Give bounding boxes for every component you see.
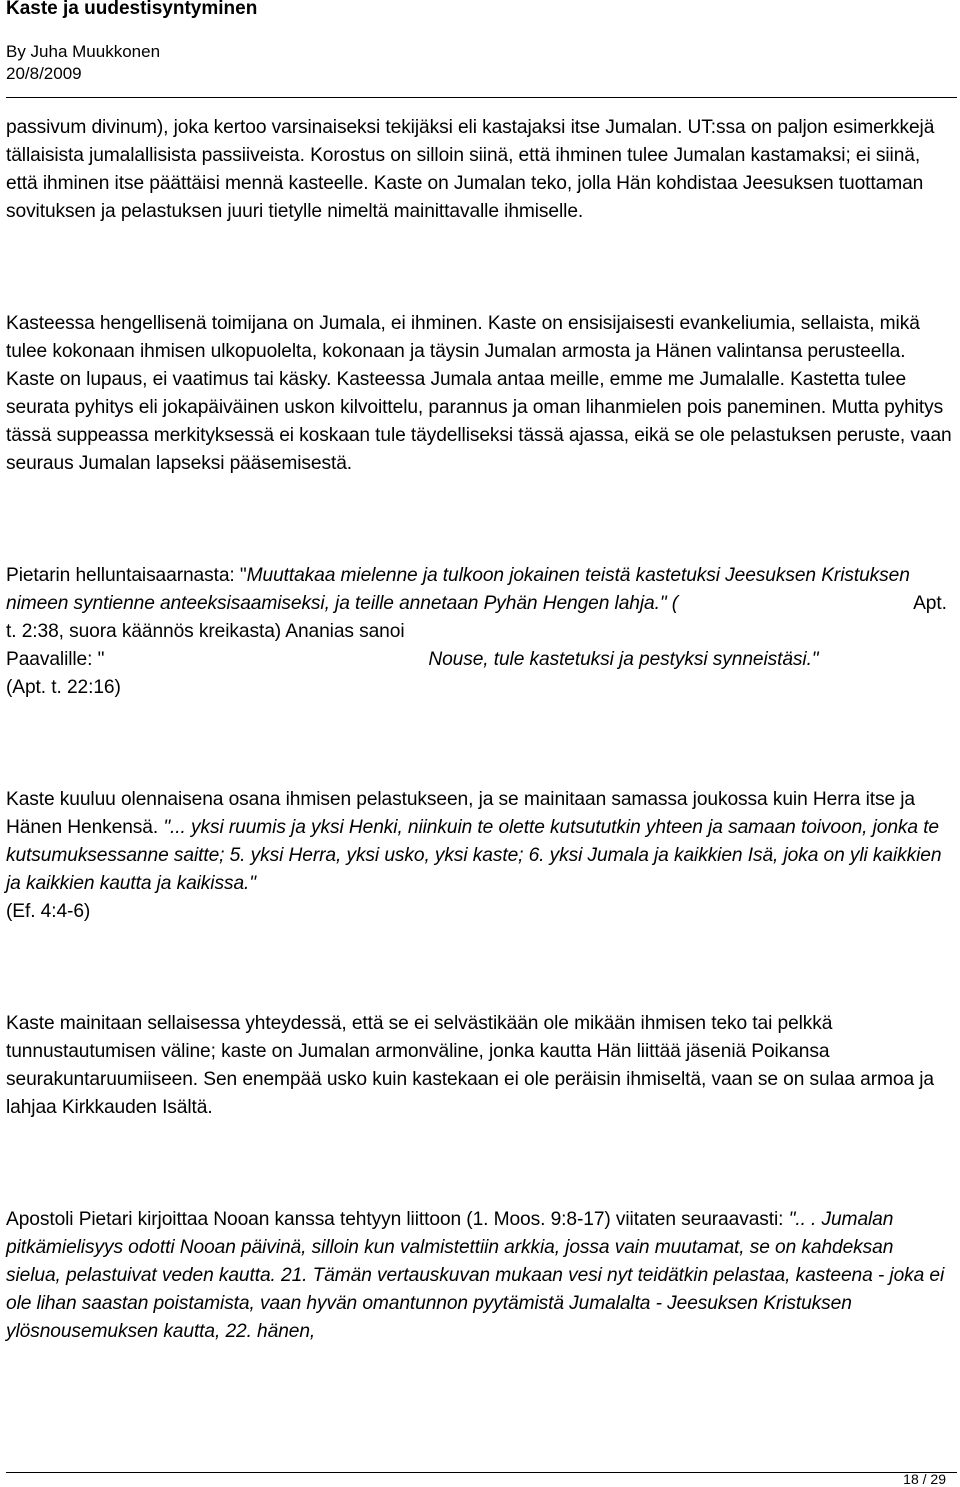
page-number: 18 / 29 <box>903 1471 946 1487</box>
p4-text: Kaste kuuluu olennaisena osana ihmisen pelastukseen, ja se mainitaan samassa joukossa kuin Herra itse ja Hänen Henkensä. <box>6 789 915 838</box>
p6-quote: ".. . Jumalan pitkämielisyys odotti Nooan päivinä, silloin kun valmistettiin arkkia, jossa vain muutamat, se on kahdeksan sielua, pelastuivat veden kautta. 21. Tämän vertauskuvan mukaan vesi nyt teidätkin pelastaa, kasteena - joka ei ole lihan saastan poistamista, vaan hyvän omantunnon pyytämistä Jumalalta - Jeesuksen Kristuksen ylösnousemuksen kautta, 22. hänen, <box>6 1209 945 1342</box>
p3-reference: Apt. t. 2:38, suora käännös kreikasta) Ananias sanoi <box>6 593 947 642</box>
document-title: Kaste ja uudestisyntyminen <box>6 0 258 19</box>
paragraph-4 <box>6 786 952 926</box>
date-line: 20/8/2009 <box>6 64 82 83</box>
paragraph-5: Kaste mainitaan sellaisessa yhteydessä, että se ei selvästikään ole mikään ihmisen teko tai pelkkä tunnustautumisen väline; kaste on Jumalan armonväline, jonka kautta Hän liittää jäseniä Poikansa seurakuntaruumiiseen. Sen enempää usko kuin kastekaan ei ole peräisin ihmiseltä, vaan se on sulaa armoa ja lahjaa Kirkkauden Isältä. <box>6 1013 935 1118</box>
p6-text: Apostoli Pietari kirjoittaa Nooan kanssa tehtyyn liittoon (1. Moos. 9:8-17) viitaten seuraavasti: <box>6 1209 789 1230</box>
paragraph-6 <box>6 1206 952 1346</box>
p3-line-start: Paavalille: " <box>6 649 105 670</box>
p3-quote-2: Nouse, tule kastetuksi ja pestyksi synneistäsi." <box>428 649 819 670</box>
header-divider <box>6 97 957 98</box>
p4-reference: (Ef. 4:4-6) <box>6 901 91 922</box>
paragraph-1: passivum divinum), joka kertoo varsinaiseksi tekijäksi eli kastajaksi itse Jumalan. UT:ssa on paljon esimerkkejä tällaisista jumalallisista passiiveista. Korostus on silloin siinä, että ihminen tulee Jumalan kastamaksi; ei siinä, että ihminen itse päättäisi mennä kasteelle. Kaste on Jumalan teko, jolla Hän kohdistaa Jeesuksen tuottaman sovituksen ja pelastuksen juuri tietylle nimeltä mainittavalle ihmiselle. <box>6 117 935 222</box>
p3-quote: Muuttakaa mielenne ja tulkoon jokainen teistä kastetuksi Jeesuksen Kristuksen nimeen syntienne anteeksisaamiseksi, ja teille annetaan Pyhän Hengen lahja." ( <box>6 565 910 614</box>
document-header <box>6 0 956 85</box>
p3-reference-2: (Apt. t. 22:16) <box>6 677 121 698</box>
author-line: By Juha Muukkonen <box>6 42 161 61</box>
paragraph-3 <box>6 562 952 702</box>
p4-quote: "... yksi ruumis ja yksi Henki, niinkuin te olette kutsututkin yhteen ja samaan toivoon, jonka te kutsumuksessanne saitte; 5. yksi Herra, yksi usko, yksi kaste; 6. yksi Jumala ja kaikkien Isä, joka on yli kaikkien ja kaikkien kautta ja kaikissa." <box>6 817 942 894</box>
document-body <box>6 114 952 1346</box>
p3-intro: Pietarin helluntaisaarnasta: " <box>6 565 247 586</box>
paragraph-2: Kasteessa hengellisenä toimijana on Jumala, ei ihminen. Kaste on ensisijaisesti evankeliumia, sellaista, mikä tulee kokonaan ihmisen ulkopuolelta, kokonaan ja täysin Jumalan armosta ja Hänen valintansa perusteella. Kaste on lupaus, ei vaatimus tai käsky. Kasteessa Jumala antaa meille, emme me Jumalalle. Kastetta tulee seurata pyhitys eli jokapäiväinen uskon kilvoittelu, parannus ja oman lihanmielen pois paneminen. Mutta pyhitys tässä suppeassa merkityksessä ei koskaan tule täydelliseksi tässä ajassa, eikä se ole pelastuksen peruste, vaan seuraus Jumalan lapseksi pääsemisestä. <box>6 313 952 474</box>
footer-divider <box>6 1472 957 1473</box>
